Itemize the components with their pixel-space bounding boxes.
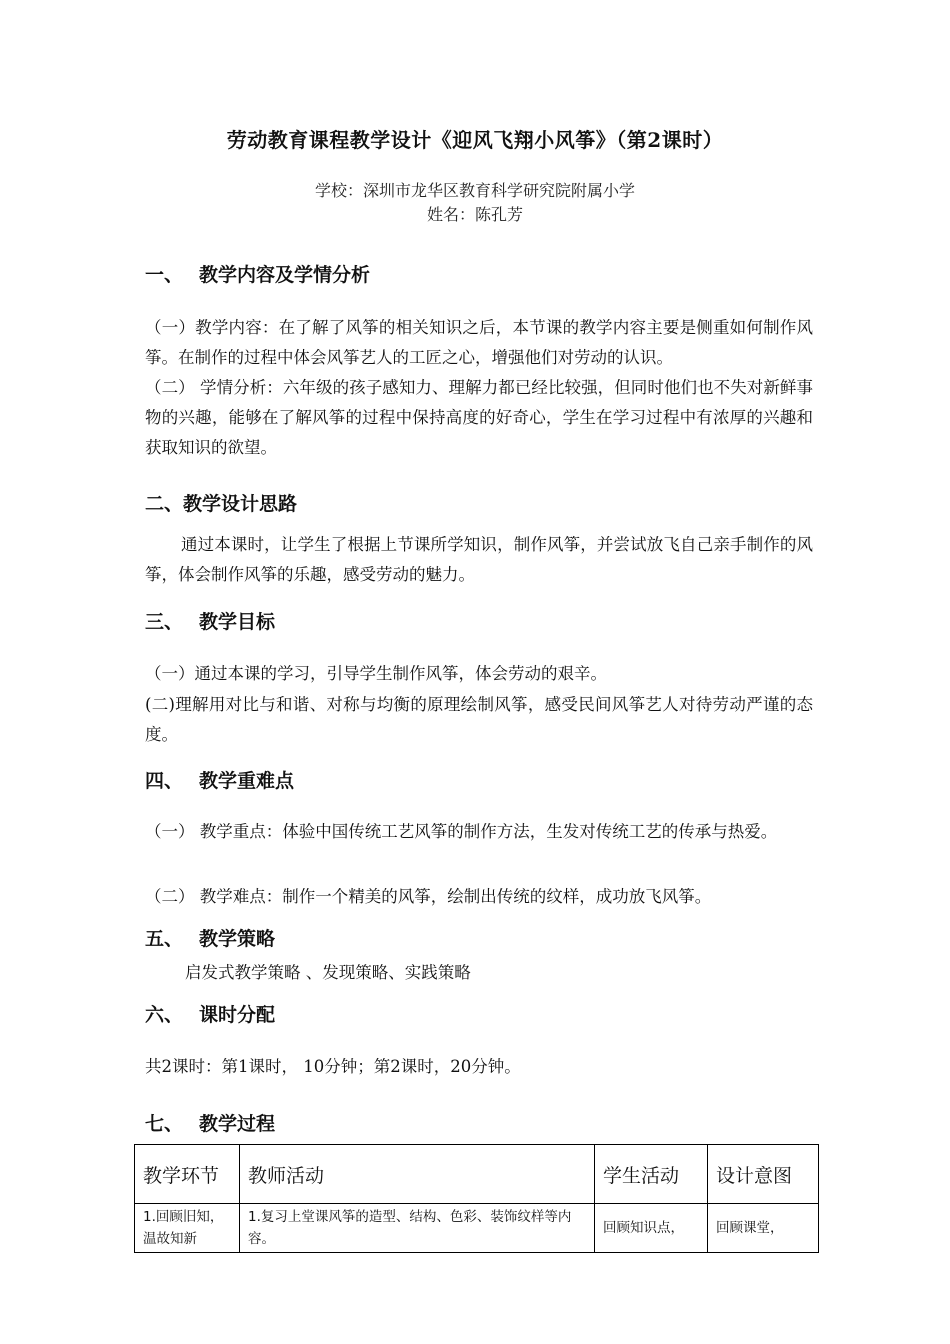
s3-goal-2: (二)理解用对比与和谐、对称与均衡的原理绘制风筝，感受民间风筝艺人对待劳动严谨的态度。 bbox=[145, 695, 813, 744]
table-cell: 回顾知识点， bbox=[595, 1204, 708, 1253]
section-number: 二、 bbox=[145, 493, 184, 515]
section-title: 教学内容及学情分析 bbox=[199, 264, 371, 286]
s4-key-point: （一） 教学重点：体验中国传统工艺风筝的制作方法，生发对传统工艺的传承与热爱。 bbox=[145, 822, 778, 841]
section-number: 三、 bbox=[145, 611, 184, 633]
section-title: 教学设计思路 bbox=[183, 493, 298, 515]
s2-paragraph: 通过本课时，让学生了根据上节课所学知识，制作风筝，并尝试放飞自己亲手制作的风筝，体会制作风筝的乐趣，感受劳动的魅力。 bbox=[145, 535, 813, 584]
section-title: 教学策略 bbox=[199, 928, 276, 950]
section-heading-6 bbox=[145, 1000, 275, 1027]
table-header-cell: 设计意图 bbox=[708, 1145, 819, 1204]
section-title: 教学目标 bbox=[199, 611, 276, 633]
section-title: 课时分配 bbox=[199, 1004, 276, 1026]
section-heading-4 bbox=[145, 766, 294, 793]
s4-difficulty: （二） 教学难点：制作一个精美的风筝，绘制出传统的纹样，成功放飞风筝。 bbox=[145, 887, 712, 906]
section-heading-5 bbox=[145, 924, 275, 951]
author-line: 姓名：陈孔芳 bbox=[426, 205, 523, 224]
section-heading-2 bbox=[145, 489, 297, 516]
section-title: 教学重难点 bbox=[199, 770, 295, 792]
table-header-row bbox=[135, 1145, 819, 1204]
table-cell: 1.复习上堂课风筝的造型、结构、色彩、装饰纹样等内容。 bbox=[240, 1204, 595, 1253]
school-line: 学校：深圳市龙华区教育科学研究院附属小学 bbox=[314, 181, 635, 200]
s1-content-paragraph: （一）教学内容：在了解了风筝的相关知识之后，本节课的教学内容主要是侧重如何制作风筝。在制作的过程中体会风筝艺人的工匠之心，增强他们对劳动的认识。 bbox=[145, 318, 813, 367]
table-header-cell: 教师活动 bbox=[240, 1145, 595, 1204]
table-header-cell: 教学环节 bbox=[135, 1145, 240, 1204]
document-title: 劳动教育课程教学设计《迎风飞翔小风筝》（第2课时） bbox=[226, 128, 724, 152]
s5-strategy-list: 启发式教学策略 、发现策略、实践策略 bbox=[185, 963, 471, 982]
section-title: 教学过程 bbox=[199, 1113, 276, 1135]
section-number: 五、 bbox=[145, 928, 184, 950]
section-number: 六、 bbox=[145, 1004, 184, 1026]
section-number: 四、 bbox=[145, 770, 184, 792]
section-heading-3 bbox=[145, 607, 275, 634]
section-number: 一、 bbox=[145, 264, 184, 286]
table-cell: 回顾课堂， bbox=[708, 1204, 819, 1253]
section-heading-7 bbox=[145, 1109, 275, 1136]
table-header-cell: 学生活动 bbox=[595, 1145, 708, 1204]
section-number: 七、 bbox=[145, 1113, 184, 1135]
teaching-process-table bbox=[134, 1144, 819, 1253]
s6-allocation: 共2课时：第1课时， 10分钟；第2课时，20分钟。 bbox=[145, 1057, 521, 1076]
s1-analysis-paragraph: （二） 学情分析：六年级的孩子感知力、理解力都已经比较强，但同时他们也不失对新鲜事物的兴趣，能够在了解风筝的过程中保持高度的好奇心，学生在学习过程中有浓厚的兴趣和获取知识的欲望。 bbox=[145, 378, 813, 457]
table-cell: 1.回顾旧知，温故知新 bbox=[135, 1204, 240, 1253]
table-row bbox=[135, 1204, 819, 1253]
section-heading-1 bbox=[145, 260, 370, 287]
s3-goal-1: （一）通过本课的学习，引导学生制作风筝，体会劳动的艰辛。 bbox=[145, 664, 607, 683]
